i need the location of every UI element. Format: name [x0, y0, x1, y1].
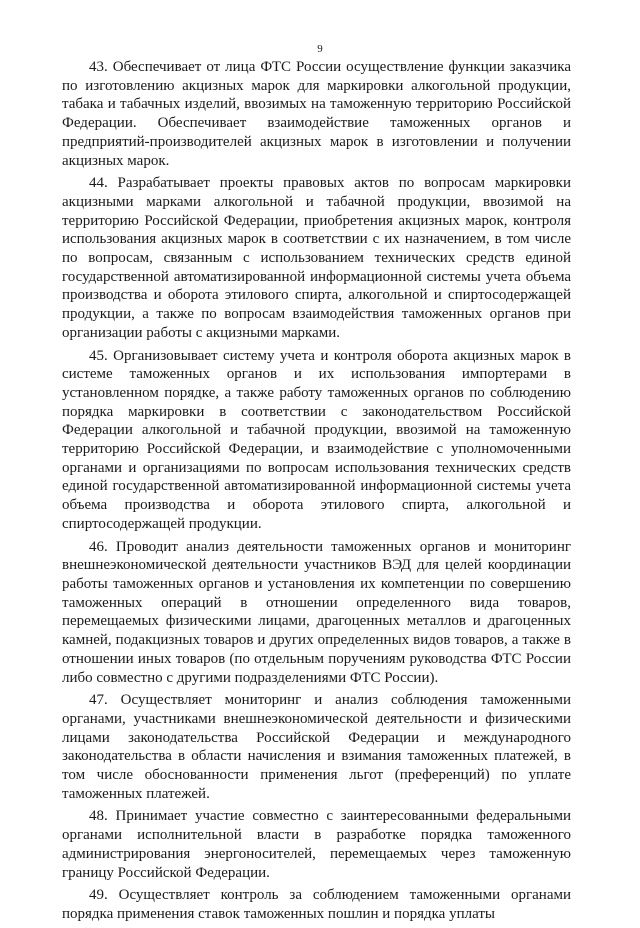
paragraph-46: 46. Проводит анализ деятельности таможенных органов и мониторинг внешнеэкономической деятельности участников ВЭД для целей координации работы таможенных органов и установления их компетенции по совершению таможенных операций в отношении определенного вида товаров, перемещаемых физическими лицами, драгоценных металлов и драгоценных камней, подакцизных товаров и других определенных видов товаров, а также в отношении иных товаров (по отдельным поручениям руководства ФТС России либо совместно с другими подразделениями ФТС России).: [62, 538, 571, 686]
document-body: [62, 58, 571, 928]
paragraph-49: 49. Осуществляет контроль за соблюдением таможенными органами порядка применения ставок таможенных пошлин и порядка уплаты: [62, 887, 571, 922]
paragraph-48: 48. Принимает участие совместно с заинтересованными федеральными органами исполнительной власти в разработке порядка таможенного администрирования энергоносителей, перемещаемых через таможенную границу Российской Федерации.: [62, 808, 571, 881]
paragraph-47: 47. Осуществляет мониторинг и анализ соблюдения таможенными органами, участниками внешнеэкономической деятельности и физическими лицами законодательства Российской Федерации и международного законодательства в области начисления и взимания таможенных платежей, в том числе обоснованности применения льгот (преференций) по уплате таможенных платежей.: [62, 692, 571, 802]
paragraph-43: 43. Обеспечивает от лица ФТС России осуществление функции заказчика по изготовлению акцизных марок для маркировки алкогольной продукции, табака и табачных изделий, ввозимых на таможенную территорию Российской Федерации. Обеспечивает взаимодействие таможенных органов и предприятий-производителей акцизных марок в изготовлении и получении акцизных марок.: [62, 59, 571, 169]
paragraph-45: 45. Организовывает систему учета и контроля оборота акцизных марок в системе таможенных органов и их использования импортерами в установленном порядке, а также работу таможенных органов по соблюдению порядка маркировки в соответствии с законодательством Российской Федерации алкогольной и табачной продукции, ввозимой на таможенную территорию Российской Федерации, и взаимодействие с уполномоченными органами и организациями по вопросам использования технических средств единой государственной автоматизированной информационной системы учета объема производства и оборота этилового спирта, алкогольной и спиртосодержащей продукции.: [62, 347, 571, 532]
page-number: 9: [317, 43, 323, 55]
paragraph-44: 44. Разрабатывает проекты правовых актов по вопросам маркировки акцизными марками алкогольной и табачной продукции, ввозимой на территорию Российской Федерации, приобретения акцизных марок, контроля использования акцизных марок в соответствии с их назначением, в том числе по вопросам, связанным с использованием технических средств единой государственной автоматизированной информационной системы учета объема производства и оборота этилового спирта, алкогольной и спиртосодержащей продукции, а также по вопросам взаимодействия таможенных органов при организации работы с акцизными марками.: [62, 175, 571, 341]
